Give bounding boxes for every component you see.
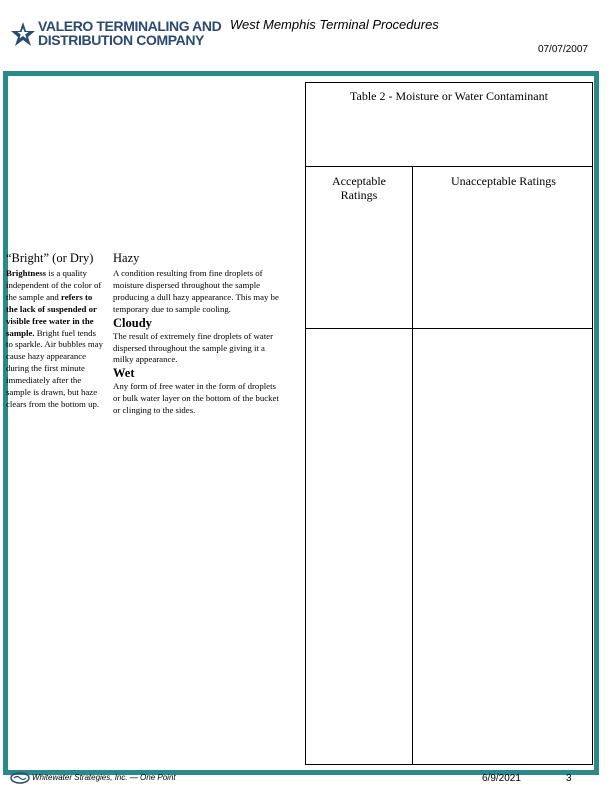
acceptable-cell <box>6 251 104 411</box>
table-title: Table 2 - Moisture or Water Contaminant <box>306 83 592 167</box>
company-line-2: DISTRIBUTION COMPANY <box>38 31 204 48</box>
brightness-text-3: Bright fuel tends to sparkle. Air bubbles may cause hazy appearance during the first minute immediately after the sample is drawn, but haze clears from the bottom up. <box>6 327 103 409</box>
whitewater-logo-icon <box>10 772 30 784</box>
brightness-text-1: is a quality independent of the color of the sample and <box>6 268 102 302</box>
company-logo <box>10 20 220 50</box>
bright-term: “Bright” <box>6 251 50 265</box>
brightness-text-2: refers to the lack of suspended or visible free water in the sample. <box>6 291 97 338</box>
acceptable-header <box>306 167 412 202</box>
document-title: West Memphis Terminal Procedures <box>230 17 439 32</box>
company-line-1: VALERO TERMINALING AND <box>38 18 222 34</box>
acceptable-header-line-1: Acceptable <box>332 174 386 188</box>
acceptable-term <box>6 251 104 266</box>
cloudy-term: Cloudy <box>113 315 152 330</box>
wet-description: Any form of free water in the form of droplets or bulk water layer on the bottom of the bucket or clinging to the sides. <box>113 381 279 416</box>
valero-star-icon <box>10 20 36 48</box>
document-date: 07/07/2007 <box>537 44 588 55</box>
moisture-contaminant-table <box>305 82 593 765</box>
hazy-description: A condition resulting from fine droplets of moisture dispersed throughout the sample producing a dull hazy appearance. This may be temporary due to sample cooling. <box>113 268 279 314</box>
wet-term: Wet <box>113 366 135 381</box>
brightness-label: Brightness <box>6 268 47 278</box>
bright-description <box>6 268 104 411</box>
unacceptable-header: Unacceptable Ratings <box>451 174 556 188</box>
hazy-term: Hazy <box>113 251 140 265</box>
company-name <box>38 20 221 47</box>
acceptable-header-line-2: Ratings <box>340 188 378 202</box>
footer-date: 6/9/2021 <box>482 773 521 784</box>
bright-term-suffix: (or Dry) <box>49 251 94 265</box>
unacceptable-cell <box>113 251 285 417</box>
table-header-row <box>306 167 592 329</box>
cloudy-description: The result of extremely fine droplets of water dispersed throughout the sample giving it a milky appearance. <box>113 330 273 365</box>
footer-brand: Whitewater Strategies, Inc. — One Point <box>32 773 176 782</box>
page-number: 3 <box>566 773 572 784</box>
